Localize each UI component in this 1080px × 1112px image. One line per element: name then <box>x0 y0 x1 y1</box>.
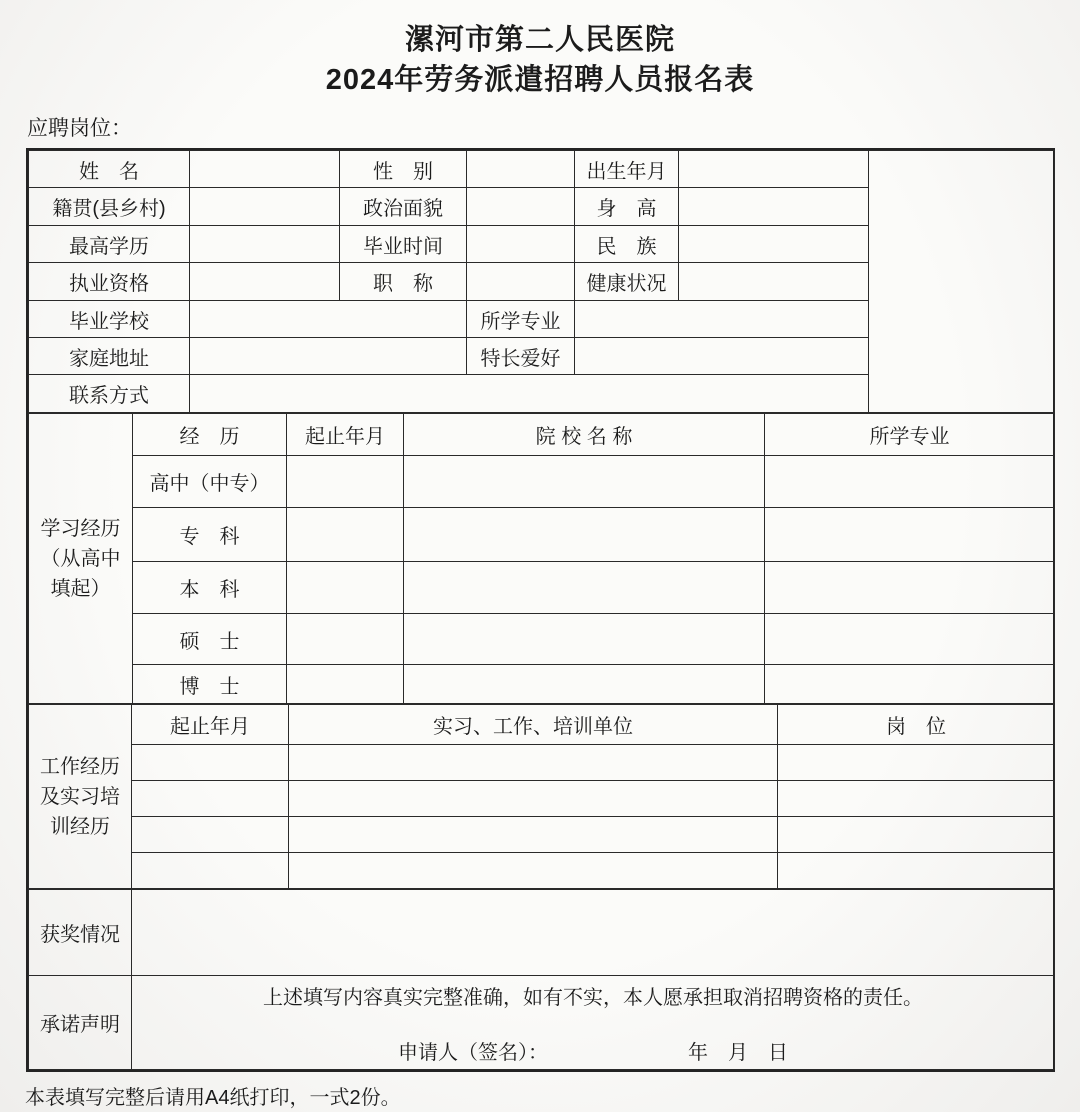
blank-input-cell <box>765 614 1055 665</box>
education-history-section-label: 学习经历 （从高中 填起） <box>29 414 133 704</box>
birth-date-value-cell <box>679 151 869 188</box>
table-row <box>29 976 1055 1070</box>
blank-input-cell <box>287 562 404 614</box>
blank-input-cell <box>778 817 1055 853</box>
bachelor-level-label: 本 科 <box>133 562 287 614</box>
qualification-label: 执业资格 <box>29 263 190 301</box>
work-history-section-label: 工作经历 及实习培 训经历 <box>29 705 132 889</box>
home-address-label: 家庭地址 <box>29 338 190 375</box>
graduation-time-label: 毕业时间 <box>340 226 467 263</box>
gender-label: 性 别 <box>340 151 467 188</box>
footer-note: 本表填写完整后请用A4纸打印，一式2份。 <box>25 1087 401 1109</box>
highschool-level-label: 高中（中专） <box>133 456 287 508</box>
political-status-label: 政治面貌 <box>340 188 467 226</box>
period-header: 起止年月 <box>287 414 404 456</box>
blank-input-cell <box>404 562 765 614</box>
highest-education-value-cell <box>190 226 340 263</box>
table-row <box>29 456 1055 508</box>
height-label: 身 高 <box>575 188 679 226</box>
school-name-header: 院 校 名 称 <box>404 414 765 456</box>
political-status-value-cell <box>467 188 575 226</box>
doctor-level-label: 博 士 <box>133 665 287 704</box>
birth-date-label: 出生年月 <box>575 151 679 188</box>
declaration-cell <box>132 976 1055 1070</box>
professional-title-label: 职 称 <box>340 263 467 301</box>
qualification-value-cell <box>190 263 340 301</box>
work-history-table <box>28 704 1055 889</box>
graduate-school-value-cell <box>190 301 467 338</box>
major-header: 所学专业 <box>765 414 1055 456</box>
form-title: 2024年劳务派遣招聘人员报名表 <box>325 64 755 96</box>
table-row <box>29 890 1055 976</box>
ethnicity-label: 民 族 <box>575 226 679 263</box>
education-history-table <box>28 413 1055 704</box>
table-row <box>29 745 1055 781</box>
blank-input-cell <box>765 665 1055 704</box>
table-row <box>29 151 1055 188</box>
blank-input-cell <box>132 745 289 781</box>
signature-label: 申请人（签名）： <box>398 1041 548 1064</box>
professional-title-value-cell <box>467 263 575 301</box>
graduate-school-label: 毕业学校 <box>29 301 190 338</box>
graduation-time-value-cell <box>467 226 575 263</box>
table-row <box>29 414 1055 456</box>
height-value-cell <box>679 188 869 226</box>
blank-input-cell <box>778 853 1055 889</box>
hospital-title: 漯河市第二人民医院 <box>404 24 675 56</box>
native-place-label: 籍贯(县乡村) <box>29 188 190 226</box>
table-row <box>29 508 1055 562</box>
photo-cell <box>869 151 1055 413</box>
blank-input-cell <box>404 508 765 562</box>
blank-input-cell <box>132 817 289 853</box>
experience-header: 经 历 <box>133 414 287 456</box>
hobbies-label: 特长爱好 <box>467 338 575 375</box>
blank-input-cell <box>132 853 289 889</box>
date-label: 年 月 日 <box>688 1041 788 1064</box>
blank-input-cell <box>287 614 404 665</box>
name-value-cell <box>190 151 340 188</box>
awards-label: 获奖情况 <box>29 890 132 976</box>
table-row <box>29 817 1055 853</box>
contact-value-cell <box>190 375 869 413</box>
position-label: 应聘岗位： <box>27 117 132 140</box>
blank-input-cell <box>287 508 404 562</box>
blank-input-cell <box>289 853 778 889</box>
home-address-value-cell <box>190 338 467 375</box>
table-row <box>29 781 1055 817</box>
highest-education-label: 最高学历 <box>29 226 190 263</box>
blank-input-cell <box>404 456 765 508</box>
hobbies-value-cell <box>575 338 869 375</box>
blank-input-cell <box>287 456 404 508</box>
declaration-label: 承诺声明 <box>29 976 132 1070</box>
blank-input-cell <box>132 781 289 817</box>
native-place-value-cell <box>190 188 340 226</box>
blank-input-cell <box>778 781 1055 817</box>
blank-input-cell <box>287 665 404 704</box>
blank-input-cell <box>289 745 778 781</box>
blank-input-cell <box>289 781 778 817</box>
work-unit-header: 实习、工作、培训单位 <box>289 705 778 745</box>
associate-level-label: 专 科 <box>133 508 287 562</box>
blank-input-cell <box>765 508 1055 562</box>
blank-input-cell <box>404 614 765 665</box>
table-row <box>29 665 1055 704</box>
gender-value-cell <box>467 151 575 188</box>
master-level-label: 硕 士 <box>133 614 287 665</box>
blank-input-cell <box>778 745 1055 781</box>
health-status-label: 健康状况 <box>575 263 679 301</box>
blank-input-cell <box>765 562 1055 614</box>
table-row <box>29 614 1055 665</box>
personal-info-table <box>28 150 1055 413</box>
work-period-header: 起止年月 <box>132 705 289 745</box>
awards-input-cell <box>132 890 1055 976</box>
ethnicity-value-cell <box>679 226 869 263</box>
health-status-value-cell <box>679 263 869 301</box>
blank-input-cell <box>289 817 778 853</box>
application-form <box>26 148 1055 1072</box>
work-position-header: 岗 位 <box>778 705 1055 745</box>
major-value-cell <box>575 301 869 338</box>
major-label: 所学专业 <box>467 301 575 338</box>
table-row <box>29 853 1055 889</box>
name-label: 姓 名 <box>29 151 190 188</box>
blank-input-cell <box>404 665 765 704</box>
blank-input-cell <box>765 456 1055 508</box>
awards-declaration-table <box>28 889 1055 1070</box>
contact-label: 联系方式 <box>29 375 190 413</box>
declaration-statement: 上述填写内容真实完整准确，如有不实，本人愿承担取消招聘资格的责任。 <box>263 986 923 1009</box>
table-row <box>29 562 1055 614</box>
table-row <box>29 705 1055 745</box>
